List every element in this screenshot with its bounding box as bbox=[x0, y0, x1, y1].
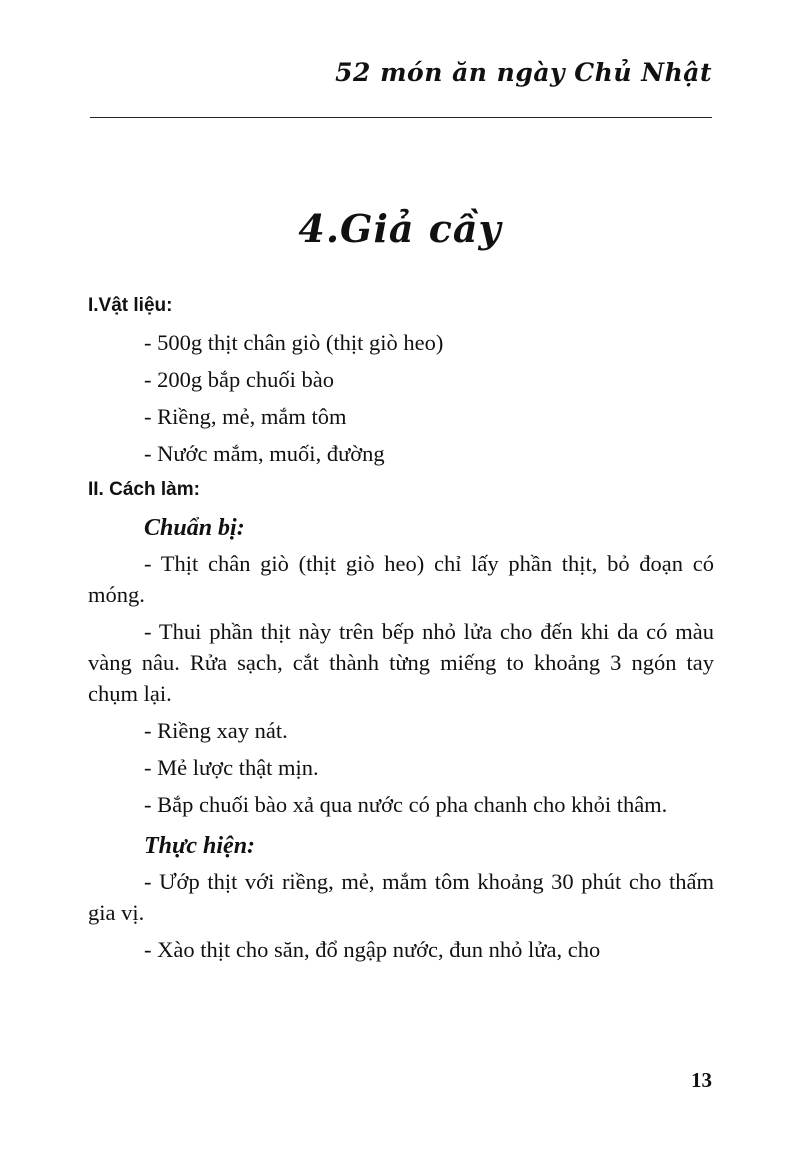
prep-step: - Thịt chân giò (thịt giò heo) chỉ lấy phần thịt, bỏ đoạn có móng. bbox=[88, 551, 714, 607]
ingredient-line: - Riềng, mẻ, mắm tôm bbox=[144, 404, 347, 429]
exec-step: - Ướp thịt với riềng, mẻ, mắm tôm khoảng 30 phút cho thấm gia vị. bbox=[88, 869, 714, 925]
prep-heading: Chuẩn bị: bbox=[144, 515, 245, 541]
ingredient-line: - 200g bắp chuối bào bbox=[144, 367, 334, 392]
method-heading: II. Cách làm: bbox=[88, 479, 200, 500]
exec-heading: Thực hiện: bbox=[144, 833, 256, 859]
prep-step: - Bắp chuối bào xả qua nước có pha chanh cho khỏi thâm. bbox=[144, 792, 668, 817]
exec-step: - Xào thịt cho săn, đổ ngập nước, đun nhỏ lửa, cho bbox=[144, 937, 601, 962]
prep-step: - Riềng xay nát. bbox=[144, 718, 288, 743]
ingredient-line: - 500g thịt chân giò (thịt giò heo) bbox=[144, 330, 444, 355]
page-number: 13 bbox=[691, 1068, 712, 1092]
book-title: 52 món ăn ngày Chủ Nhật bbox=[335, 58, 712, 87]
prep-step: - Mẻ lược thật mịn. bbox=[144, 755, 319, 780]
materials-heading: I.Vật liệu: bbox=[88, 295, 173, 316]
ingredient-line: - Nước mắm, muối, đường bbox=[144, 441, 385, 466]
header-divider bbox=[90, 117, 712, 118]
recipe-body bbox=[88, 288, 714, 971]
prep-step: - Thui phần thịt này trên bếp nhỏ lửa cho đến khi da có màu vàng nâu. Rửa sạch, cắt thành từng miếng to khoảng 3 ngón tay chụm lại. bbox=[88, 619, 714, 706]
recipe-title: 4.Giả cầy bbox=[298, 206, 502, 251]
